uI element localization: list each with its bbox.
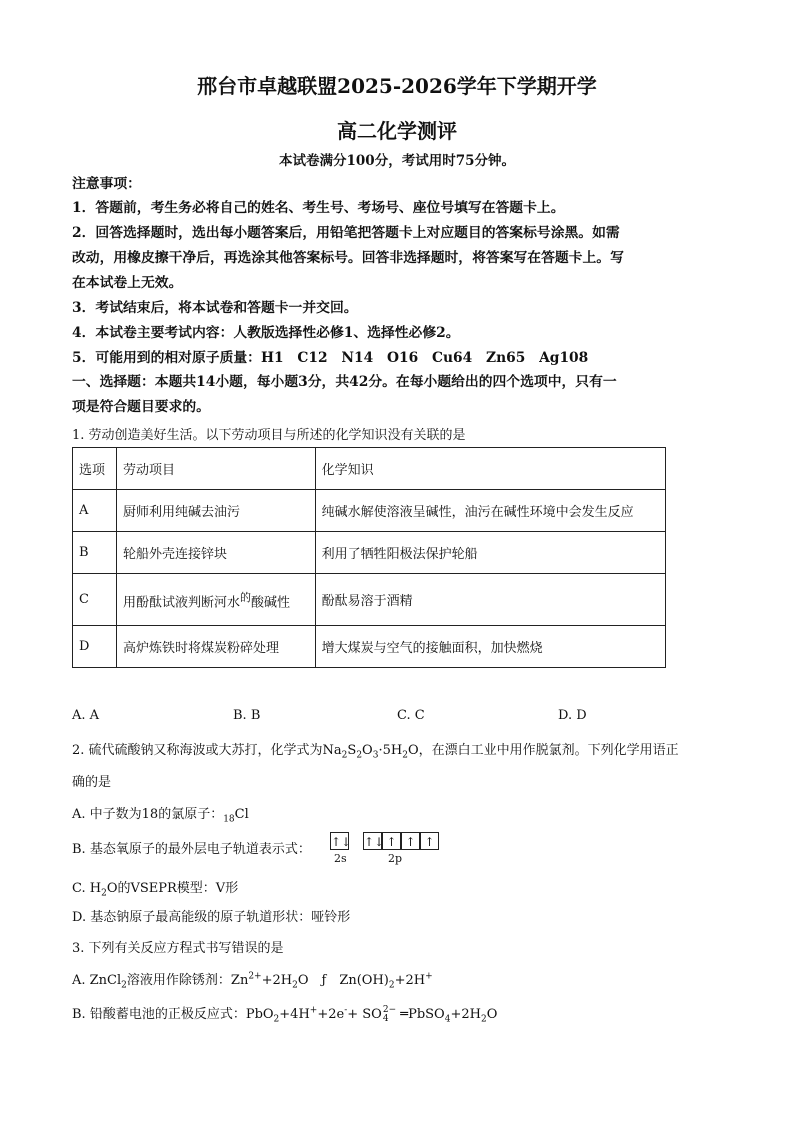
superscript: 2+ (248, 971, 262, 982)
table-row (73, 490, 666, 532)
notes-item-2-line3: 在本试卷上无效。 (72, 275, 183, 291)
text: O的VSEPR模型：V形 (106, 881, 239, 896)
subscript: 4 (382, 1013, 389, 1024)
text: O (486, 1007, 498, 1022)
q1-option-a: A. A (72, 708, 100, 723)
notes-item-1: 1．答题前，考生务必将自己的姓名、考生号、考场号、座位号填写在答题卡上。 (72, 200, 565, 216)
orbital-box-2s: ↑↓ (330, 832, 349, 850)
subscript: 2 (121, 980, 127, 991)
table-row (73, 532, 666, 574)
text: +2H (261, 973, 293, 988)
table-cell: 高炉炼铁时将煤炭粉碎处理 (116, 626, 315, 668)
superscript: + (425, 971, 433, 982)
table-header-cell: 选项 (73, 448, 117, 490)
subscript: 3 (372, 750, 379, 761)
orbital-box-2p: ↑↓ (363, 832, 382, 850)
text: ═PbSO (396, 1007, 445, 1022)
table-row (73, 626, 666, 668)
table-cell (116, 574, 315, 626)
notes-item-5: 5．可能用到的相对原子质量：H1 C12 N14 O16 Cu64 Zn65 Ag108 (72, 350, 589, 366)
subscript: 2 (101, 888, 107, 899)
superscript: 2− (382, 1004, 397, 1015)
text: +2e (317, 1007, 345, 1022)
notes-item-4: 4．本试卷主要考试内容：人教版选择性必修1、选择性必修2。 (72, 325, 460, 341)
subscript: 2 (273, 1014, 280, 1025)
exam-subtitle: 本试卷满分100分，考试用时75分钟。 (279, 153, 515, 169)
text: +2H (394, 973, 426, 988)
table-cell: 轮船外壳连接锌块 (116, 532, 315, 574)
q1-table (72, 447, 666, 668)
table-header-row (73, 448, 666, 490)
table-cell: 纯碱水解使溶液呈碱性，油污在碱性环境中会发生反应 (315, 490, 665, 532)
text: + SO (347, 1007, 382, 1022)
text: +2H (450, 1007, 481, 1022)
superscript: - (344, 1005, 348, 1016)
text: 2. 硫代硫酸钠又称海波或大苏打，化学式为Na (72, 743, 342, 758)
orbital-label-2s: 2s (334, 852, 347, 865)
q2-stem-line1 (72, 739, 679, 761)
table-row (73, 574, 666, 626)
q2-option-a (72, 803, 249, 825)
text: +4H (279, 1007, 310, 1022)
subscript: 2 (356, 750, 363, 761)
q1-option-c: C. C (397, 708, 425, 723)
q3-option-a (72, 969, 433, 991)
text: O ƒ Zn(OH) (297, 973, 389, 988)
text: 溶液用作除锈剂：Zn (126, 973, 249, 988)
cell-text: 酸碱性 (250, 595, 290, 611)
q2-option-d: D. 基态钠原子最高能级的原子轨道形状：哑铃形 (72, 910, 351, 925)
text: ·5H (378, 743, 403, 758)
table-header-cell: 劳动项目 (116, 448, 315, 490)
q3-stem: 3. 下列有关反应方程式书写错误的是 (72, 941, 284, 956)
section1-heading-line1: 一、选择题：本题共14小题，每小题3分，共42分。在每小题给出的四个选项中，只有一 (72, 374, 617, 390)
subscript: 2 (402, 750, 408, 761)
table-cell: 厨师利用纯碱去油污 (116, 490, 315, 532)
q2-option-c (72, 877, 238, 899)
cell-text: 用酚酞试液判断河水 (122, 595, 240, 611)
text: A. 中子数为18的氯原子： (72, 807, 224, 822)
notes-item-3: 3．考试结束后，将本试卷和答题卡一并交回。 (72, 300, 358, 316)
table-header-cell: 化学知识 (315, 448, 665, 490)
subscript: 18 (223, 814, 235, 825)
q3-option-b (72, 1003, 497, 1025)
text: O，在漂白工业中用作脱氯剂。下列化学用语正 (407, 743, 679, 758)
text: O (362, 743, 373, 758)
orbital-box-2p: ↑ (401, 832, 420, 850)
table-cell: C (73, 574, 117, 626)
q2-option-b: B. 基态氧原子的最外层电子轨道表示式： (72, 842, 311, 857)
ion-charge-stack (383, 1006, 396, 1024)
text: Cl (234, 807, 249, 822)
q1-stem: 1. 劳动创造美好生活。以下劳动项目与所述的化学知识没有关联的是 (72, 428, 466, 443)
text: C. H (72, 881, 102, 896)
exam-title-line1: 邢台市卓越联盟2025-2026学年下学期开学 (197, 74, 597, 98)
text: B. 铅酸蓄电池的正极反应式：PbO (72, 1007, 274, 1022)
table-cell: 利用了牺牲阳极法保护轮船 (315, 532, 665, 574)
exam-title-line2: 高二化学测评 (337, 119, 457, 143)
subscript: 4 (444, 1014, 451, 1025)
table-cell: A (73, 490, 117, 532)
q1-option-b: B. B (233, 708, 261, 723)
superscript: + (309, 1005, 318, 1016)
table-cell: B (73, 532, 117, 574)
orbital-box-2p: ↑ (382, 832, 401, 850)
text: A. ZnCl (72, 973, 122, 988)
table-cell: 增大煤炭与空气的接触面积，加快燃烧 (315, 626, 665, 668)
subscript: 2 (292, 980, 298, 991)
notes-item-2-line1: 2．回答选择题时，选出每小题答案后，用铅笔把答题卡上对应题目的答案标号涂黑。如需 (72, 225, 620, 241)
subscript: 2 (480, 1014, 487, 1025)
cell-text-raised: 的 (239, 590, 251, 604)
notes-item-2-line2: 改动，用橡皮擦干净后，再选涂其他答案标号。回答非选择题时，将答案写在答题卡上。写 (72, 250, 624, 266)
table-cell: 酚酞易溶于酒精 (315, 574, 665, 626)
orbital-box-2p: ↑ (420, 832, 439, 850)
orbital-label-2p: 2p (388, 852, 403, 865)
notes-heading: 注意事项： (72, 176, 141, 192)
text: S (347, 743, 357, 758)
section1-heading-line2: 项是符合题目要求的。 (72, 399, 210, 415)
table-cell: D (73, 626, 117, 668)
q1-option-d: D. D (558, 708, 587, 723)
subscript: 2 (388, 980, 395, 991)
subscript: 2 (341, 750, 348, 761)
q2-stem-line2: 确的是 (72, 775, 112, 790)
